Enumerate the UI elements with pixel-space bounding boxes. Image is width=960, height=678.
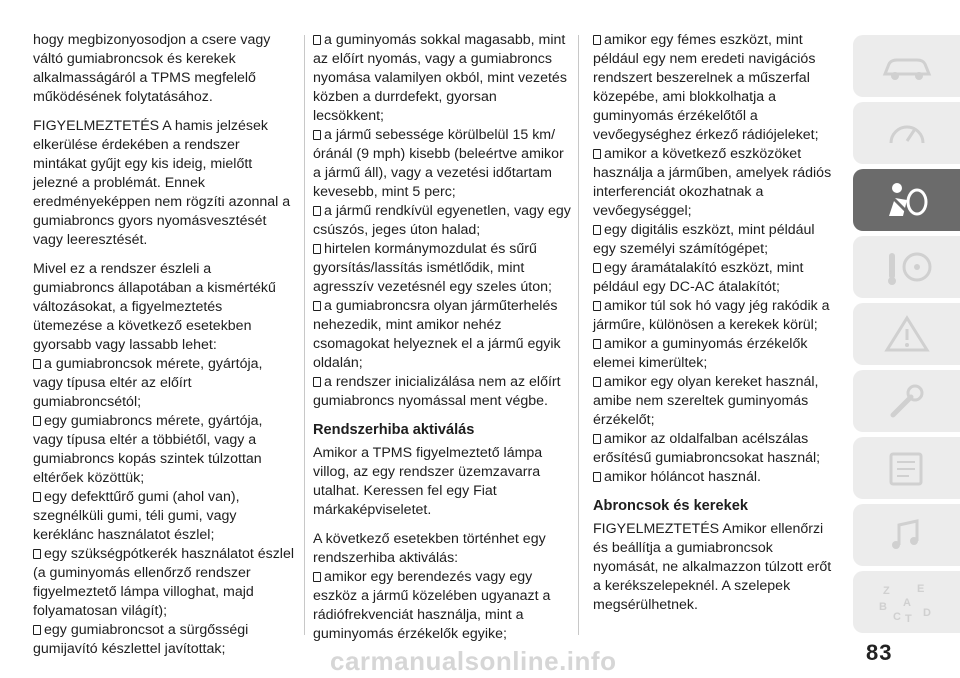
- page-number: 83: [866, 640, 893, 665]
- paragraph: A következő esetekben történhet egy rendszerhiba aktiválás:: [313, 531, 546, 566]
- list-item: egy defekttűrő gumi (ahol van), szegnélküli gumi, téli gumi, vagy keréklánc használatot észlel;: [33, 489, 240, 543]
- watermark: carmanualsonline.info: [330, 646, 617, 676]
- warning-paragraph: FIGYELMEZTETÉS Amikor ellenőrzi és beállítja a gumiabroncsok nyomását, ne alkalmazzon túlzott erőt a kerékszelepeknél. A szelepek megsérülhetnek.: [593, 521, 832, 613]
- bullet-icon: [313, 130, 321, 140]
- column-divider: [304, 35, 305, 635]
- car-icon: [877, 44, 937, 88]
- list-item: egy gumiabroncsot a sürgősségi gumijavító készlettel javítottak;: [33, 622, 249, 657]
- bullet-icon: [313, 35, 321, 45]
- list-item: a gumiabroncsra olyan járműterhelés nehezedik, mint amikor nehéz csomagokat helyeznek el a jármű egyik oldalán;: [313, 298, 561, 371]
- bullet-icon: [313, 572, 321, 582]
- bullet-icon: [593, 434, 601, 444]
- list-item: a jármű rendkívül egyenetlen, vagy egy csúszós, jeges úton halad;: [313, 203, 571, 238]
- list-item: a guminyomás sokkal magasabb, mint az előírt nyomás, vagy a gumiabroncs nyomása valamilyen okból, mint vezetés közben a durrdefekt, gyorsan lecsökkent;: [313, 32, 567, 124]
- bullet-icon: [593, 263, 601, 273]
- list-item: egy szükségpótkerék használatot észlel (a guminyomás ellenőrző rendszer figyelmeztető lámpa villoghat, majd folyamatosan világít);: [33, 546, 294, 619]
- list-item: amikor túl sok hó vagy jég rakódik a járműre, különösen a kerekek körül;: [593, 298, 830, 333]
- index-letters-icon: [877, 580, 937, 624]
- bullet-icon: [593, 35, 601, 45]
- list-item: egy gumiabroncs mérete, gyártója, vagy típusa eltér a többiétől, vagy a gumiabroncs kopás szintek túlzottan eltérőek közöttük;: [33, 413, 263, 486]
- list-item: a gumiabroncsok mérete, gyártója, vagy típusa eltér az előírt gumiabroncsétól;: [33, 356, 263, 410]
- list-item: a jármű sebessége körülbelül 15 km/óránál (9 mph) kisebb (beleértve amikor a jármű áll), vagy a vezetési időtartam kevesebb, mint 5 perc;: [313, 127, 564, 200]
- gauge-icon: [877, 111, 937, 155]
- bullet-icon: [593, 377, 601, 387]
- tab-technical-data[interactable]: [853, 437, 960, 499]
- bullet-icon: [593, 339, 601, 349]
- svg-text:A: A: [902, 597, 911, 609]
- column-3: [593, 31, 833, 625]
- bullet-icon: [593, 301, 601, 311]
- list-item: amikor a következő eszközöket használja a járműben, amelyek rádiós interferenciát okozhatnak a vevőegységgel;: [593, 146, 832, 219]
- key-steering-icon: [877, 245, 937, 289]
- bullet-icon: [593, 149, 601, 159]
- tab-car[interactable]: [853, 35, 960, 97]
- column-2: [313, 31, 571, 644]
- bullet-icon: [593, 225, 601, 235]
- bullet-icon: [33, 416, 41, 426]
- chapter-sidebar: [853, 35, 960, 635]
- column-1: [33, 31, 295, 659]
- svg-text:D: D: [922, 607, 931, 619]
- specs-icon: [877, 446, 937, 490]
- media-icon: [877, 513, 937, 557]
- bullet-icon: [313, 206, 321, 216]
- section-heading: Rendszerhiba aktiválás: [313, 422, 475, 438]
- list-item: amikor az oldalfalban acélszálas erősítésű gumiabroncsokat használ;: [593, 431, 821, 466]
- paragraph: Amikor a TPMS figyelmeztető lámpa villog, az egy rendszer üzemzavarra utalhat. Keressen fel egy Fiat márkaképviseletet.: [313, 445, 543, 518]
- airbag-safety-icon: [877, 178, 937, 222]
- svg-text:T: T: [904, 613, 912, 624]
- column-divider: [578, 35, 579, 635]
- tab-emergency[interactable]: [853, 370, 960, 432]
- bullet-icon: [313, 244, 321, 254]
- list-item: egy áramátalakító eszközt, mint például egy DC-AC átalakítót;: [593, 260, 804, 295]
- list-item: amikor hóláncot használ.: [593, 468, 833, 487]
- list-item: amikor egy berendezés vagy egy eszköz a jármű közelében ugyanazt a rádiófrekvenciát használja, mint a guminyomás érzékelők egyike;: [313, 569, 551, 642]
- svg-text:C: C: [892, 611, 901, 623]
- bullet-icon: [313, 301, 321, 311]
- wrench-service-icon: [877, 379, 937, 423]
- paragraph: Mivel ez a rendszer észleli a gumiabroncs állapotában a kismértékű változásokat, a figyelmeztetés ütemezése a következő esetekben gyorsabb vagy lassabb lehet:: [33, 261, 276, 353]
- list-item: a rendszer inicializálása nem az előírt gumiabroncs nyomással ment végbe.: [313, 374, 561, 409]
- bullet-icon: [313, 377, 321, 387]
- warning-paragraph: FIGYELMEZTETÉS A hamis jelzések elkerülése érdekében a rendszer mintákat gyűjt egy kis ideig, mielőtt jelezné a problémát. Ennek eredményeképpen nem rögzíti azonnal a gumiabroncs gyors nyomásvesztését vagy leeresztését.: [33, 118, 291, 248]
- section-heading: Abroncsok és kerekek: [593, 498, 748, 514]
- tab-multimedia[interactable]: [853, 504, 960, 566]
- list-item: hirtelen kormánymozdulat és sűrű gyorsítás/lassítás ismétlődik, mint agresszív vezetésnél egy szeles úton;: [313, 241, 552, 295]
- bullet-icon: [33, 625, 41, 635]
- list-item: egy digitális eszközt, mint például egy személyi számítógépet;: [593, 222, 815, 257]
- bullet-icon: [33, 492, 41, 502]
- list-item: amikor egy olyan kereket használ, amibe nem szereltek guminyomás érzékelőt;: [593, 374, 819, 428]
- tab-starting-driving[interactable]: [853, 236, 960, 298]
- list-item: amikor egy fémes eszközt, mint például egy nem eredeti navigációs rendszert beszerelnek a műszerfal közepébe, ami blokkolhatja a guminyomás érzékelőtől a vevőegységhez érkező rádiójeleket;: [593, 32, 819, 143]
- svg-text:Z: Z: [882, 585, 890, 597]
- warning-triangle-icon: [877, 312, 937, 356]
- bullet-icon: [593, 472, 601, 482]
- bullet-icon: [33, 549, 41, 559]
- tab-dashboard[interactable]: [853, 102, 960, 164]
- tab-safety[interactable]: [853, 169, 960, 231]
- paragraph: hogy megbizonyosodjon a csere vagy váltó gumiabroncsok és kerekek alkalmasságáról a TPMS megfelelő működésének folytatásához.: [33, 32, 271, 105]
- list-item: amikor a guminyomás érzékelők elemei kimerültek;: [593, 336, 808, 371]
- bullet-icon: [33, 359, 41, 369]
- tab-warning-lights[interactable]: [853, 303, 960, 365]
- tab-index[interactable]: [853, 571, 960, 633]
- svg-text:B: B: [878, 601, 887, 613]
- svg-text:E: E: [916, 583, 924, 595]
